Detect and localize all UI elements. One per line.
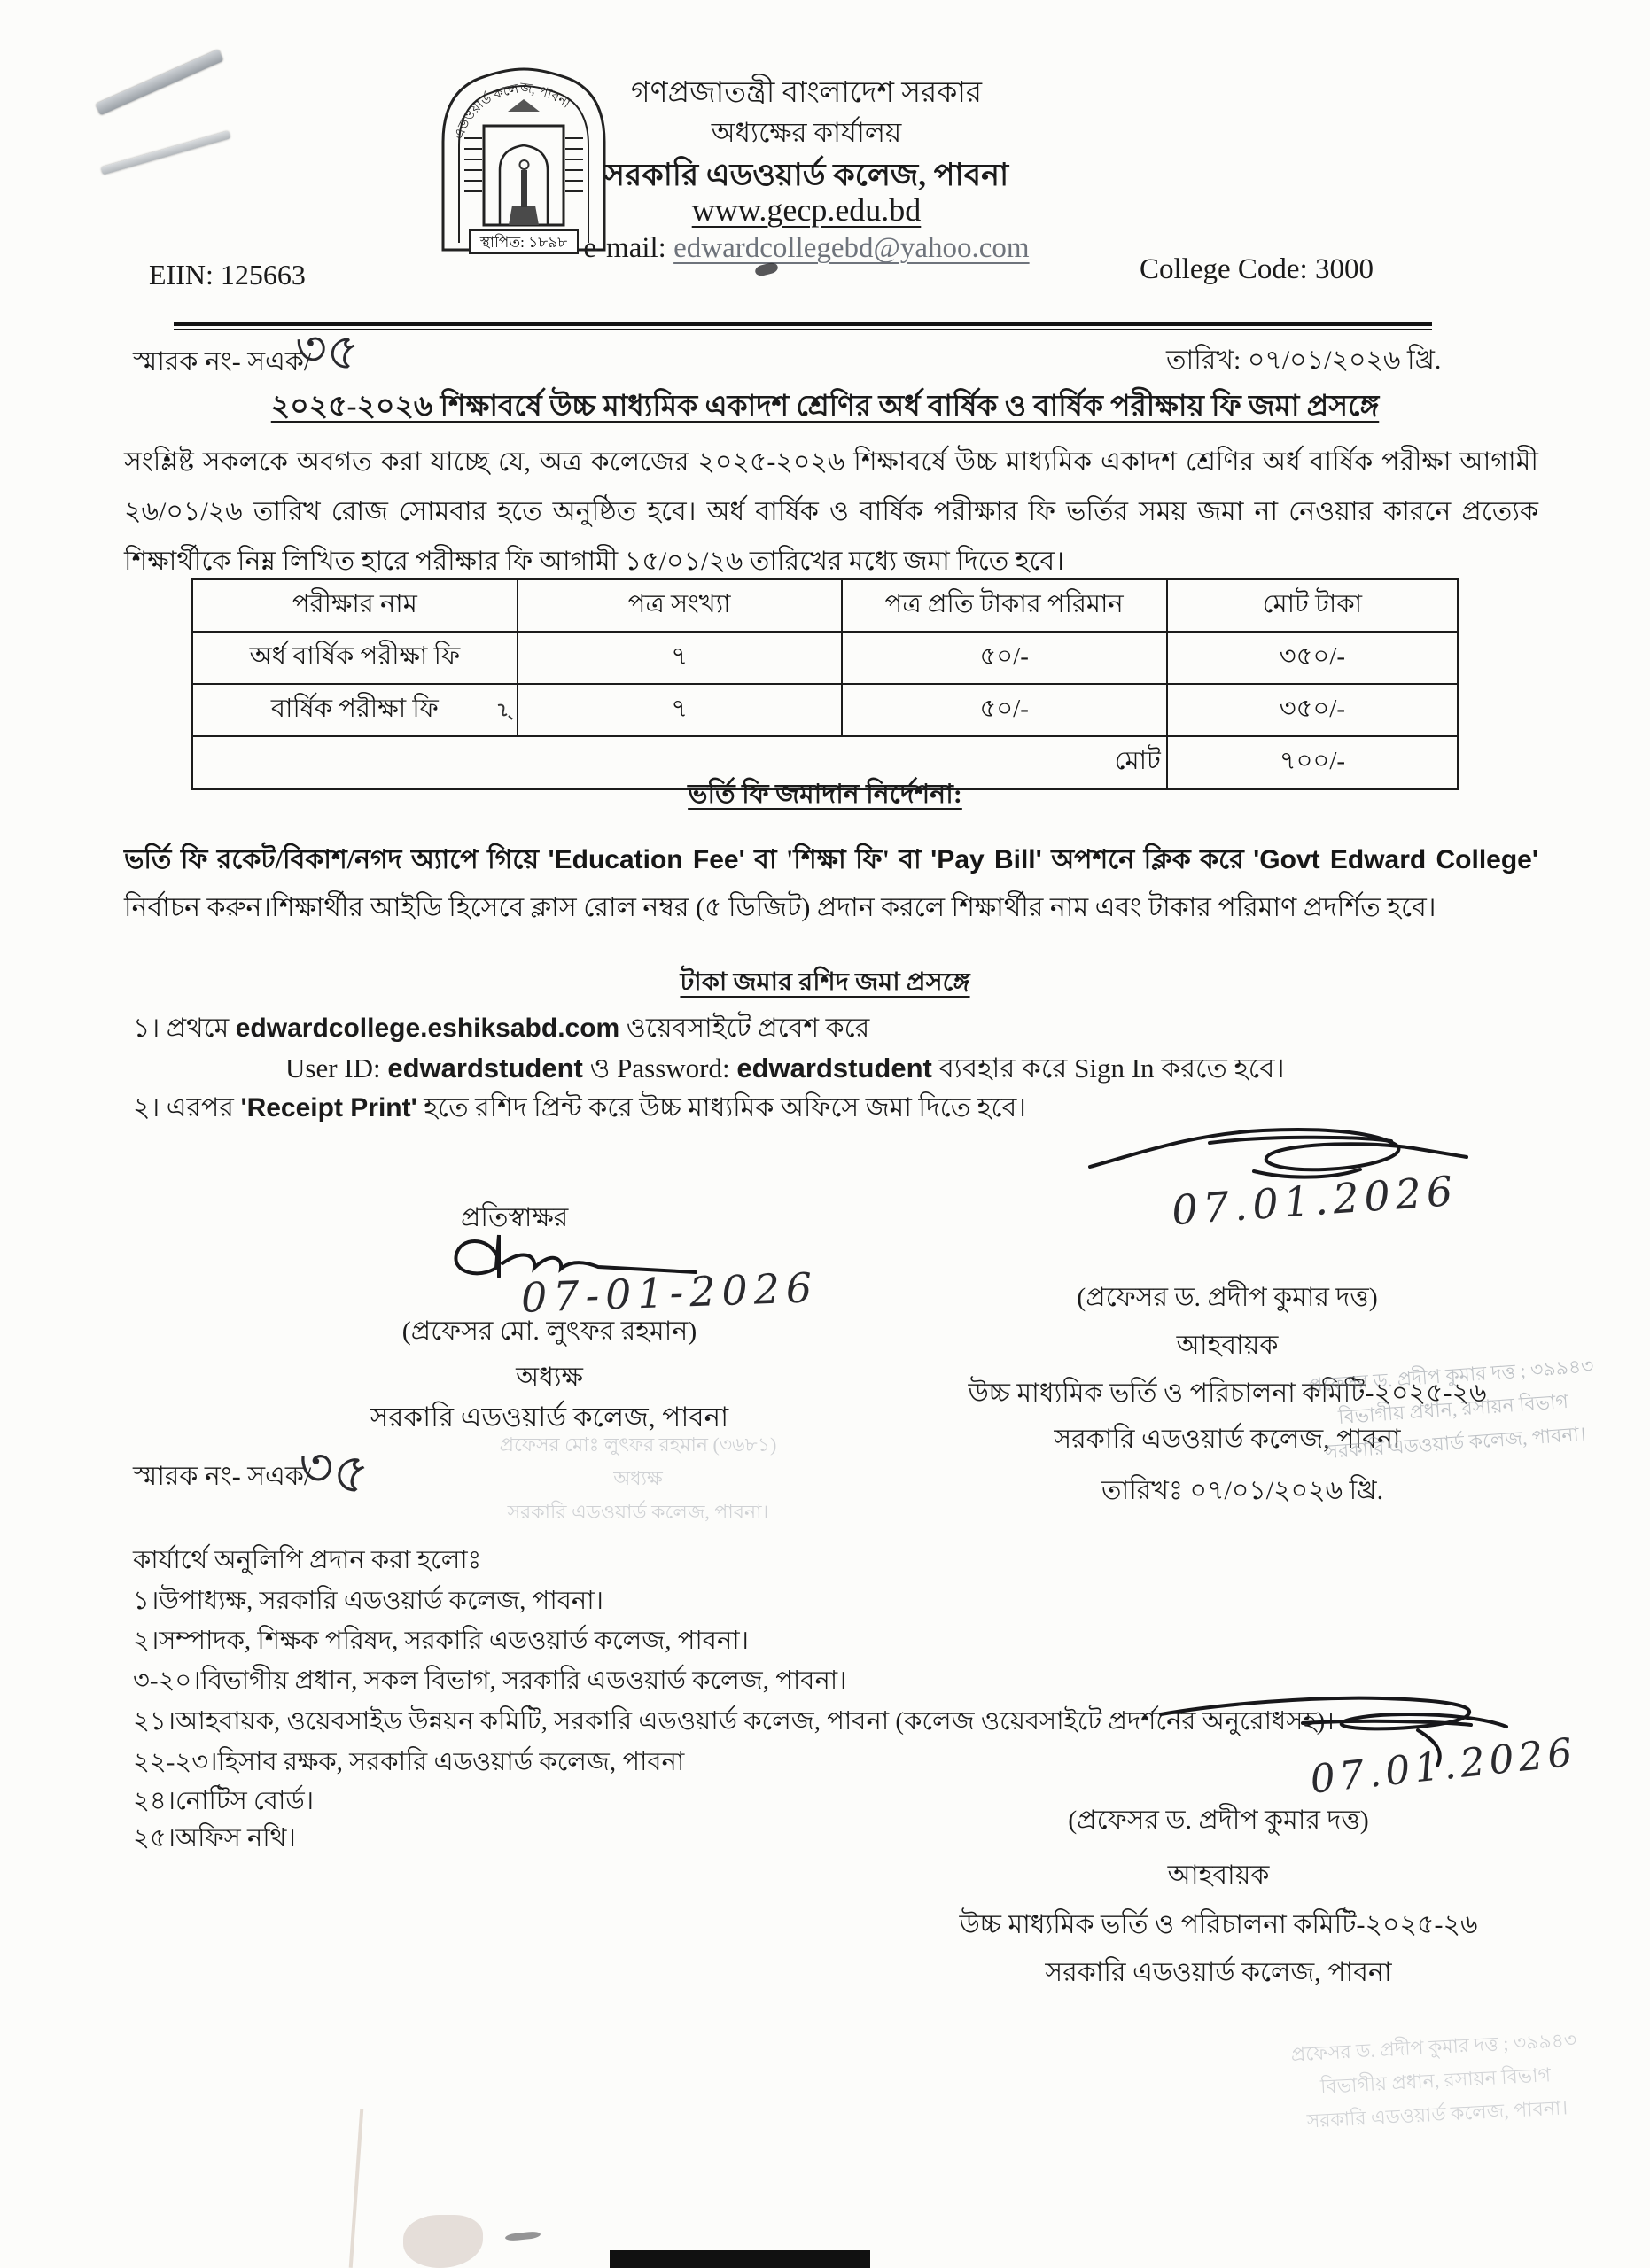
govt-edward-college-option: 'Govt Edward College' — [1253, 845, 1538, 874]
user-id-label: User ID: — [285, 1052, 388, 1084]
memo-date: তারিখ: ০৭/০১/২০২৬ খ্রি. — [1166, 346, 1442, 375]
distribution-item-2: ২।সম্পাদক, শিক্ষক পরিষদ, সরকারি এডওয়ার্ড কলেজ, পাবনা। — [133, 1627, 750, 1655]
stamp-line: প্রফেসর ড. প্রদীপ কুমার দত্ত ; ৩৯৯৪৩ — [1307, 1354, 1595, 1397]
yearly-papers: ৭ — [518, 684, 842, 736]
distribution-item-7: ২৫।অফিস নথি। — [133, 1824, 296, 1852]
distribution-item-4: ২১।আহবায়ক, ওয়েবসাইড উন্নয়ন কমিটি, সরকারি এডওয়ার্ড কলেজ, পাবনা (কলেজ ওয়েবসাইটে প্রদর্শনের অনুরোধসহ)। — [133, 1707, 1335, 1736]
header-divider-rule — [174, 322, 1432, 330]
convener-designation: আহবায়ক — [1176, 1331, 1279, 1360]
header-email-line — [496, 232, 1117, 265]
payment-seg-1: ভর্তি ফি রকেট/বিকাশ/নগদ অ্যাপে গিয়ে — [124, 845, 549, 874]
convener-bottom-name: (প্রফেসর ড. প্রদীপ কুমার দত্ত) — [1068, 1806, 1369, 1835]
convener-committee: উচ্চ মাধ্যমিক ভর্তি ও পরিচালনা কমিটি-২০২৫-২৬ — [968, 1379, 1487, 1408]
stamp-line: সরকারি এডওয়ার্ড কলেজ, পাবনা। — [1306, 2096, 1568, 2132]
convener-bottom-designation: আহবায়ক — [1167, 1860, 1270, 1890]
stamp-line: প্রফেসর ড. প্রদীপ কুমার দত্ত ; ৩৯৯৪৩ — [1290, 2028, 1577, 2066]
convener-date-line: তারিখঃ ০৭/০১/২০২৬ খ্রি. — [1101, 1476, 1384, 1505]
body-paragraph: সংশ্লিষ্ট সকলকে অবগত করা যাচ্ছে যে, অত্র কলেজের ২০২৫-২০২৬ শিক্ষাবর্ষে উচ্চ মাধ্যমিক একাদশ শ্রেণির অর্ধ বার্ষিক পরীক্ষা আগামী ২৬/০১/২৬ তারিখ রোজ সোমবার হতে অনুষ্ঠিত হবে। অর্ধ বার্ষিক ও বার্ষিক পরীক্ষার ফি ভর্তির সময় জমা না নেওয়ার কারনে প্রত্যেক শিক্ষার্থীকে নিম্ন লিখিত হারে পরীক্ষার ফি আগামী ১৫/০১/২৬ তারিখের মধ্যে জমা দিতে হবে। — [124, 447, 1538, 576]
principal-college: সরকারি এডওয়ার্ড কলেজ, পাবনা — [370, 1402, 729, 1433]
memo-number-label-bottom: স্মারক নং- সএক/ — [133, 1462, 312, 1491]
principal-designation: অধ্যক্ষ — [516, 1363, 583, 1392]
convener-name: (প্রফেসর ড. প্রদীপ কুমার দত্ত) — [1077, 1283, 1378, 1312]
stamp-line: প্রফেসর মোঃ লুৎফর রহমান (৩৬৮১) — [499, 1433, 777, 1456]
distribution-heading: কার্যার্থে অনুলিপি প্রদান করা হলোঃ — [133, 1546, 482, 1574]
college-code: College Code: 3000 — [1140, 253, 1374, 285]
convener-bottom-college: সরকারি এডওয়ার্ড কলেজ, পাবনা — [1045, 1958, 1392, 1987]
memo-number-handwritten-bottom: ৩৫ — [292, 1431, 375, 1508]
ink-smudge — [505, 2231, 541, 2241]
half-yearly-total: ৩৫০/- — [1167, 632, 1459, 684]
distribution-item-1: ১।উপাধ্যক্ষ, সরকারি এডওয়ার্ড কলেজ, পাবনা। — [133, 1587, 603, 1615]
memo-number-label: স্মারক নং- সএক/ — [133, 347, 312, 377]
convener-college: সরকারি এডওয়ার্ড কলেজ, পাবনা — [1054, 1425, 1401, 1454]
table-row — [192, 684, 1459, 736]
header-college-line: সরকারি এডওয়ার্ড কলেজ, পাবনা — [603, 158, 1009, 192]
receipt-step2-pre: ২। এরপর — [133, 1093, 241, 1122]
distribution-item-6: ২৪।নোটিস বোর্ড। — [133, 1787, 315, 1815]
email-label: e-mail: — [583, 232, 666, 264]
pen-mark — [493, 702, 519, 725]
pay-bill-option: 'Pay Bill' — [930, 845, 1042, 874]
distribution-item-5: ২২-২৩।হিসাব রক্ষক, সরকারি এডওয়ার্ড কলেজ, পাবনা — [133, 1748, 685, 1776]
credentials-use: ব্যবহার করে — [931, 1052, 1075, 1084]
header-government-line: গণপ্রজাতন্ত্রী বাংলাদেশ সরকার — [630, 77, 983, 109]
receipt-print-button-text: 'Receipt Print' — [240, 1093, 417, 1122]
logo-arc-text: এডওয়ার্ড কলেজ, পাবনা — [452, 81, 573, 142]
payment-seg-3: বা 'শিক্ষা ফি' বা — [744, 845, 931, 874]
half-yearly-papers: ৭ — [518, 632, 842, 684]
receipt-step2-post: হতে রশিদ প্রিন্ট করে উচ্চ মাধ্যমিক অফিসে জমা দিতে হবে। — [416, 1093, 1027, 1122]
stamp-line: অধ্যক্ষ — [613, 1467, 663, 1489]
convener-bottom-committee: উচ্চ মাধ্যমিক ভর্তি ও পরিচালনা কমিটি-২০২৫-২৬ — [959, 1910, 1478, 1939]
scan-streak — [349, 2109, 364, 2268]
grand-total-label: মোট — [192, 736, 1167, 789]
header-office-line: অধ্যক্ষের কার্যালয় — [711, 117, 902, 148]
receipt-step-1 — [133, 1006, 869, 1052]
convener-bottom-signature-date: 07.01.2026 — [1308, 1729, 1579, 1803]
receipt-step-2 — [133, 1086, 1026, 1131]
password-value: edwardstudent — [736, 1052, 932, 1084]
eiin-number: EIIN: 125663 — [149, 259, 306, 291]
convener-signature-date: 07.01.2026 — [1170, 1166, 1459, 1235]
staple-mark — [96, 50, 224, 116]
col-exam-name: পরীক্ষার নাম — [192, 579, 518, 633]
yearly-total: ৩৫০/- — [1167, 684, 1459, 736]
user-id-value: edwardstudent — [387, 1052, 583, 1084]
yearly-fee-name: বার্ষিক পরীক্ষা ফি — [192, 684, 518, 736]
distribution-item-3: ৩-২০।বিভাগীয় প্রধান, সকল বিভাগ, সরকারি এডওয়ার্ড কলেজ, পাবনা। — [133, 1666, 847, 1695]
sign-in-text: Sign In — [1074, 1052, 1155, 1084]
memo-number-handwritten: ৩৫ — [292, 318, 362, 383]
fee-table-header-row — [192, 579, 1459, 633]
staple-mark — [101, 131, 231, 175]
subject-title: ২০২৫-২০২৬ শিক্ষাবর্ষে উচ্চ মাধ্যমিক একাদশ শ্রেণির অর্ধ বার্ষিক ও বার্ষিক পরীক্ষায় ফি জমা প্রসঙ্গে — [270, 391, 1380, 423]
email-address: edwardcollegebd@yahoo.com — [673, 232, 1030, 264]
stamp-line: সরকারি এডওয়ার্ড কলেজ, পাবনা। — [507, 1501, 769, 1523]
half-yearly-per-paper: ৫০/- — [842, 632, 1167, 684]
education-fee-option: 'Education Fee' — [548, 845, 745, 874]
header-website: www.gecp.edu.bd — [691, 192, 922, 228]
principal-stamp — [425, 1428, 851, 1529]
fee-table — [191, 578, 1459, 790]
payment-seg-7: নির্বাচন করুন।শিক্ষার্থীর আইডি হিসেবে ক্লাস রোল নম্বর (৫ ডিজিট) প্রদান করলে শিক্ষার্থীর নাম এবং টাকার পরিমাণ প্রদর্শিত হবে। — [124, 893, 1436, 922]
logo-established-text: স্থাপিত: ১৮৯৮ — [479, 234, 568, 251]
stamp-line: বিভাগীয় প্রধান, রসায়ন বিভাগ — [1337, 1389, 1569, 1429]
principal-signature-date: 07-01-2026 — [520, 1263, 820, 1322]
stamp-line: সরকারি এডওয়ার্ড কলেজ, পাবনা। — [1324, 1422, 1587, 1464]
credentials-and: ও — [582, 1052, 618, 1084]
receipt-section-heading: টাকা জমার রশিদ জমা প্রসঙ্গে — [680, 968, 970, 997]
payment-section-heading: ভর্তি ফি জমাদান নির্দেশনা: — [688, 780, 962, 809]
scan-blotch — [403, 2215, 483, 2268]
principal-name: (প্রফেসর মো. লুৎফর রহমান) — [401, 1317, 697, 1346]
yearly-per-paper: ৫০/- — [842, 684, 1167, 736]
countersign-label: প্রতিস্বাক্ষর — [461, 1203, 569, 1232]
scan-edge-bar — [610, 2250, 870, 2268]
grand-total-value: ৭০০/- — [1167, 736, 1459, 789]
table-row — [192, 632, 1459, 684]
payment-instructions-paragraph — [124, 836, 1538, 932]
col-total-amount: মোট টাকা — [1167, 579, 1459, 633]
half-yearly-fee-name: অর্ধ বার্ষিক পরীক্ষা ফি — [192, 632, 518, 684]
receipt-step1-pre: ১। প্রথমে — [133, 1014, 236, 1043]
password-label: Password: — [617, 1052, 737, 1084]
col-per-paper-amount: পত্র প্রতি টাকার পরিমান — [842, 579, 1167, 633]
receipt-step1-post: ওয়েবসাইটে প্রবেশ করে — [619, 1014, 870, 1043]
stamp-line: বিভাগীয় প্রধান, রসায়ন বিভাগ — [1319, 2063, 1552, 2098]
convener-bottom-stamp — [1256, 2022, 1615, 2141]
credentials-end: করতে হবে। — [1154, 1052, 1285, 1084]
eshiksabd-website: edwardcollege.eshiksabd.com — [235, 1014, 620, 1043]
payment-seg-5: অপশনে ক্লিক করে — [1041, 845, 1254, 874]
col-paper-count: পত্র সংখ্যা — [518, 579, 842, 633]
